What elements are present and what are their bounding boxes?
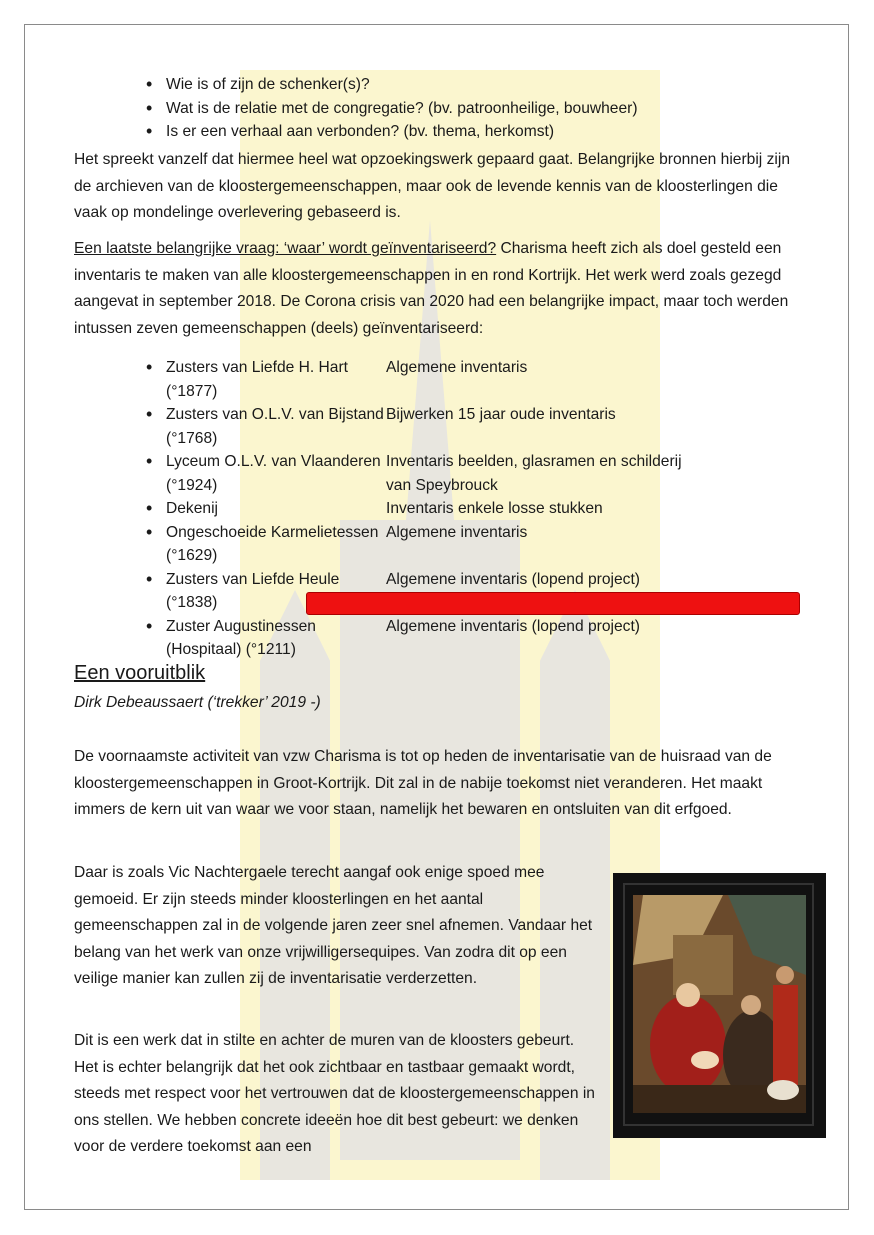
location-description: Algemene inventaris <box>386 523 528 541</box>
location-name: • Ongeschoeide Karmelietessen (°1629) <box>74 521 386 568</box>
paragraph-where <box>74 236 804 342</box>
list-item: • Wie is of zijn de schenker(s)? <box>146 73 804 97</box>
table-row <box>74 497 804 521</box>
location-description: Algemene inventaris <box>386 359 528 376</box>
location-description: Algemene inventaris (lopend project) <box>386 570 640 588</box>
paragraph-visibility: Dit is een werk dat in stilte en achter de muren van de kloosters gebeurt. Het is echter belangrijk dat het ook zichtbaar en tastbaar gemaakt wordt, steeds met respect voor het vertrouwen dat de kloostergemeenschappen in ons stellen. We hebben concrete ideeën hoe dit best gebeurt: we denken voor de verdere toekomst aan een <box>74 1032 595 1155</box>
painting-image <box>613 873 826 1138</box>
adoration-scene-icon <box>633 895 806 1113</box>
question-underlined: Een laatste belangrijke vraag: ‘waar’ wordt geïnventariseerd? <box>74 240 497 257</box>
paragraph-where-body: Charisma heeft zich als doel gesteld een inventaris te maken van alle kloostergemeenschappen in en rond Kortrijk. Het werk werd zoals gezegd aangevat in september 2018. De Corona crisis van 2020 had een belangrijke impact, maar toch werden intussen zeven gemeenschappen (deels) geïnventariseerd: <box>74 240 789 337</box>
painting-canvas <box>633 895 806 1113</box>
location-description: Algemene inventaris (lopend project) <box>386 617 640 635</box>
paragraph-research: Het spreekt vanzelf dat hiermee heel wat opzoekingswerk gepaard gaat. Belangrijke bronnen hierbij zijn de archieven van de kloostergemeenschappen, maar ook de levende kennis van de kloosterlingen die vaak op mondelinge overlevering gebaseerd is. <box>74 151 790 221</box>
location-name: • Zuster Augustinessen (Hospitaal) (°1211) <box>74 615 386 662</box>
section-heading: Een vooruitblik <box>74 662 206 684</box>
paragraph-urgency: Daar is zoals Vic Nachtergaele terecht aangaf ook enige spoed mee gemoeid. Er zijn steeds minder kloosterlingen en het aantal gemeenschappen zal in de volgende jaren zeer snel afnemen. Vandaar het belang van het werk van onze vrijwilligersequipes. Van zodra dit op een veilige manier kan zullen zij de inventarisatie verderzetten. <box>74 864 593 987</box>
locations-table <box>74 356 804 662</box>
section-author: Dirk Debeaussaert (‘trekker’ 2019 -) <box>74 694 321 711</box>
location-description: Inventaris beelden, glasramen en schilderij van Speybrouck <box>386 453 682 494</box>
paragraph-activity: De voornaamste activiteit van vzw Charisma is tot op heden de inventarisatie van de huisraad van de kloostergemeenschappen in Groot-Kortrijk. Dit zal in de nabije toekomst niet veranderen. Het maakt immers de kern uit van waar we voor staan, namelijk het bewaren en ontsluiten van dit erfgoed. <box>74 748 772 818</box>
table-row <box>74 521 804 568</box>
location-name: • Lyceum O.L.V. van Vlaanderen (°1924) <box>74 450 386 497</box>
location-name: • Dekenij <box>74 497 386 521</box>
location-description: Inventaris enkele losse stukken <box>386 500 603 517</box>
location-name: • Zusters van O.L.V. van Bijstand (°1768) <box>74 403 386 450</box>
table-row <box>74 403 804 450</box>
table-row <box>74 615 804 662</box>
table-row <box>74 356 804 403</box>
location-name: • Zusters van Liefde Heule (°1838) <box>74 568 386 615</box>
red-separator-bar <box>306 592 800 615</box>
location-description: Bijwerken 15 jaar oude inventaris <box>386 406 616 423</box>
top-bullet-list <box>74 73 804 144</box>
list-item: • Wat is de relatie met de congregatie? (bv. patroonheilige, bouwheer) <box>146 97 804 121</box>
table-row <box>74 450 804 497</box>
list-item: • Is er een verhaal aan verbonden? (bv. thema, herkomst) <box>146 120 804 144</box>
location-name: • Zusters van Liefde H. Hart (°1877) <box>74 356 386 403</box>
